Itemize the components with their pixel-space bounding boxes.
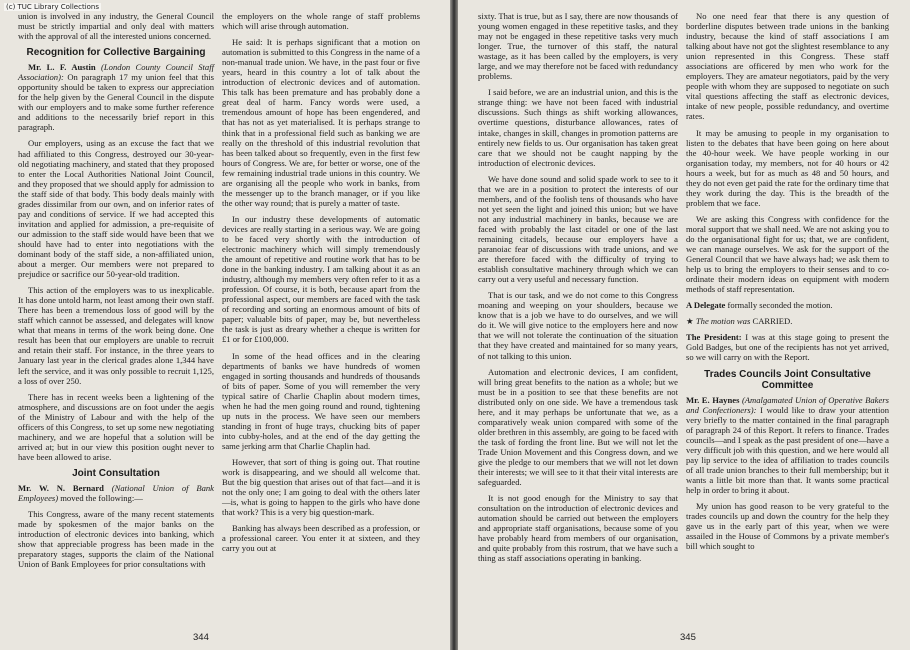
paragraph: the employers on the whole range of staff problems which will arise through automation. <box>222 11 420 32</box>
motion-label: The motion was <box>695 316 751 327</box>
motion-text: This Congress, aware of the many recent statements made by spokesmen of the major banks on the introduction of electronic devices into banking, which show that appreciable progress has been made in the preparatory stages, supports the claim of the National Union of Bank Employees for prior consultations with <box>18 509 214 570</box>
paragraph: We are asking this Congress with confidence for the moral support that we shall need. We are not asking you to do the organisational fight for us; that, we are confident, we can manage ourselves. We ask for the support of the General Council that we have always had; we ask them to help us to bring the employers to their senses and to co-ordinate their modern ideas on equipment with modern methods of staff representation. <box>686 213 889 295</box>
paragraph: Banking has always been described as a profession, or a professional career. You enter it at sixteen, and they carry you out at <box>222 523 420 554</box>
paragraph: It may be amusing to people in my organisation to listen to the debates that have been going on here about the 40-hour week. We have people working in our organisation today, my members, not for 40 hours or 42 hours a week, but for as much as 48 and 50 hours, and they do not even get paid the rate for the ordinary time that they work during the day. This is the breadth of the problem that we face. <box>686 127 889 208</box>
speaker-name: Mr. L. F. Austin <box>28 62 96 73</box>
paragraph-text: formally seconded the motion. <box>727 300 833 311</box>
paragraph: It is not good enough for the Ministry to say that consultation on the introduction of electronic devices and automation should be carried out between the employers and appropriate staff organisations, because some of you have probably heard from members of our organisation, and quite probably from this rostrum, that we have such a thing as staff associations operating in banking. <box>478 493 678 564</box>
section-heading-joint-consultation: Joint Consultation <box>72 467 160 479</box>
speech-bernard <box>18 483 214 503</box>
paragraph: We have done sound and solid spade work to see to it that we are in a position to protect the interests of our members, and of the foolish tens of thousands who have not yet seen the light and joined this union; but we have not any industrial machinery in banks, because we are faced with probably the last citadel or one of the last remaining citadels, because our employers have a paranoiac fear of discussions with trade unions, and we are therefore faced with the difficulty of trying to establish consultative machinery through which we can carry out a very useful and necessary function. <box>478 173 678 285</box>
star-icon: ★ <box>686 316 694 327</box>
paragraph: My union has good reason to be very grateful to the trades councils up and down the country for the help they gave us in the early part of this year, when we were assailed in the House of Commons by a private member's bill which sought to <box>686 500 889 552</box>
motion-outcome: CARRIED. <box>752 316 793 327</box>
right-page-column-2 <box>686 11 889 557</box>
left-page <box>0 0 450 650</box>
copyright-watermark: (c) TUC Library Collections <box>6 3 100 11</box>
paragraph: Our employers, using as an excuse the fact that we had affiliated to this Congress, destroyed our 30-year-old negotiating machinery, and stated that they proposed to enter the Local Authorities National Joint Council, and they proposed that we should apply for admission to the staff side of that body. This body deals mainly with grades dissimilar from our own, and on inferior rates of pay and conditions of service. If we had accepted this invitation and applied for admission, a pre-requisite of our admission to the staff side would have been that we should have had to enter into negotiations with the dominant body of the staff side, a non-affiliated union, about a merger. Our members were not prepared to prejudice or sacrifice our 50-year-old tradition. <box>18 138 214 280</box>
paragraph-text: I would like to draw your attention very briefly to the matter contained in the final paragraph of paragraph 24 of this Report. It refers to finance. Trades councils—and I speak as the past president of one—have a very difficult job with this question, and we here would all pay lip service to the idea of affiliation to trades councils of all trade union branches to their full membership; but it wants a little bit more than that. It wants some practical help in order to bring it about. <box>686 404 889 495</box>
section-heading-trades-councils: Trades Councils Joint Consultative Committee <box>704 368 871 391</box>
speech-haynes <box>686 395 889 495</box>
paragraph: union is involved in any industry, the General Council must be strictly impartial and only deal with matters with the approval of all the interested unions concerned. <box>18 11 214 42</box>
paragraph: This action of the employers was to us inexplicable. It has done untold harm, not least among their own staff. There has been a tremendous loss of good will by the staff which cannot be assessed, and delegates will know what that means in terms of the work being done. One result has been that our employers are unable to recruit and retain their staff. For instance, in the three years to January last year in the clerical grades alone 1,344 have left the service, and it was only possible to recruit 1,125, a loss of over 250. <box>18 285 214 386</box>
motion-result <box>686 316 889 326</box>
speaker-union: (Amalgamated Union of Operative Bakers and Confectioners): <box>686 394 889 415</box>
speaker-name: A Delegate <box>686 300 726 311</box>
speaker-union: (National Union of Bank Employees) <box>18 482 214 503</box>
president-statement <box>686 332 889 362</box>
paragraph-text: On paragraph 17 my union feel that this opportunity should be taken to express our appreciation for the help given by the General Council in the dispute with our employers and to make some further reference and additions to the necessarily brief report in this paragraph. <box>18 72 214 133</box>
left-page-column-2 <box>222 11 420 559</box>
paragraph-text: moved the following:— <box>60 492 143 503</box>
speaker-name: Mr. E. Haynes <box>686 394 740 405</box>
paragraph: No one need fear that there is any question of borderline disputes between trade unions in the banking industry, because the kind of staff associations I am talking about have not got the slightest resemblance to any union represented in this Congress. These staff associations are officered by men who work for the employers. They are amateur negotiators, paid by the very people with whom they are supposed to negotiate on such vital questions affecting the staff as electronic devices, intake of new people, possible redundancy, and overtime rates. <box>686 11 889 122</box>
right-page-column-1 <box>478 11 678 569</box>
paragraph: However, that sort of thing is going out. That routine work is disappearing, and we should all welcome that. But the big question that arises out of that fact—and it is not the only one; I am going to deal with the others later—is, what is going to happen to the girls who have done that work? This is a very big question-mark. <box>222 456 420 518</box>
paragraph: In some of the head offices and in the clearing departments of banks we have hundreds of women engaged in sorting thousands and hundreds of thousands of bits of paper. Some of you will remember the very typical satire of Charlie Chaplin about modern times, when he had the men going round and round, tightening up nuts in the process. We have seen our members standing in front of huge trays, chucking bits of paper into cubby-holes, and at the end of the day getting the same jerking arm that Charlie Chaplin had. <box>222 350 420 451</box>
page-number: 345 <box>680 632 696 643</box>
page-number: 344 <box>193 632 209 643</box>
left-page-column-1 <box>18 11 214 575</box>
right-page <box>458 0 910 650</box>
paragraph: sixty. That is true, but as I say, there are now thousands of young women engaged in these repetitive tasks, and they may not be engaged in these repetitive tasks very much longer. True, the turnover of this staff, the natural wastage, as it has been called by the employers, is very large, and we may therefore not be faced with redundancy problems. <box>478 11 678 82</box>
paragraph: I said before, we are an industrial union, and this is the strange thing: we have not been faced with industrial discussions. Such things as shift working allowances, overtime questions, disturbance allowances, rates of intake, changes in skill, changes in promotion patterns are entirely new fields to us. Our organisation has taken great care that we should not be caught napping by the introduction of electronic devices. <box>478 87 678 168</box>
seconder-line <box>686 300 889 310</box>
speaker-union: (London County Council Staff Association): <box>18 62 214 83</box>
paragraph-text: I was at this stage going to present the Gold Badges, but one of the recipients has not yet arrived, so we will carry on with the Report. <box>686 332 889 363</box>
paragraph: Automation and electronic devices, I am confident, will bring great benefits to the nation as a whole; but we must be in a position to see that these benefits are not distributed only on one side. We have a tremendous task here, and it may perhaps be unfortunate that we, as a comparatively weak union compared with some of the older brethren in this assembly, are going to be faced with the task of fording the front line. But we will not let the Trade Union Movement and this Congress down, and we give the pledge to our members that we will not let down their interests; we will see to it that their vital interests are safeguarded. <box>478 366 678 488</box>
speech-austin <box>18 62 214 132</box>
paragraph: That is our task, and we do not come to this Congress moaning and weeping on your shoulders, because we know that is a job we have to do ourselves, and we will do it. We will give notice to the employers here and now that we will not tolerate the continuation of the situation that they have created and maintained for so many years, of not talking to this union. <box>478 290 678 361</box>
paragraph: There has in recent weeks been a lightening of the atmosphere, and discussions are on foot under the aegis of the Ministry of Labour and with the help of the officers of this Congress, to set up some new negotiating machinery, and we are hopeful that a solution will be arrived at; but in our view this position ought never to have been allowed to arise. <box>18 391 214 462</box>
section-heading-recognition: Recognition for Collective Bargaining <box>26 47 206 59</box>
speaker-name: The President: <box>686 332 742 343</box>
paragraph: In our industry these developments of automatic devices are really starting in a serious way. We are going to be faced very shortly with the introduction of electronic machinery which will simply tremendously the amount of repetitive and routine work that has to be done in the banking industry. I am talking about it as an industry, although my members very often refer to it as a profession. Of course, it is both, because apart from the professional aspect, our members are faced with the task of recording and sorting an enormous amount of bits of paper; valuable bits of paper, may be, but nevertheless the task is just as dreary whether a cheque is written for £1 or for £100,000. <box>222 213 420 345</box>
speaker-name: Mr. W. N. Bernard <box>18 482 104 493</box>
book-gutter <box>450 0 458 650</box>
paragraph: He said: It is perhaps significant that a motion on automation is submitted to this Congress in the name of a non-manual trade union. We have, in the past four or five years, heard in this country a lot of talk about the introduction of electronic devices and of automation. This talk has been premature and has probably done a great deal of harm. Fancy words were used, a tremendous amount of hope has been engendered, and that has not as yet materialised. It is perhaps strange to think that in a professional field such as banking we are really on the threshold of this industrial revolution that has been talked about so frequently, even in the first few hours of Congress. We are, for better or worse, one of the few remaining industrial trade unions in this country. We are organising all the people who work in banks, from the messenger up to the branch manager, or if you like the other way round; that is purely a matter of taste. <box>222 37 420 208</box>
